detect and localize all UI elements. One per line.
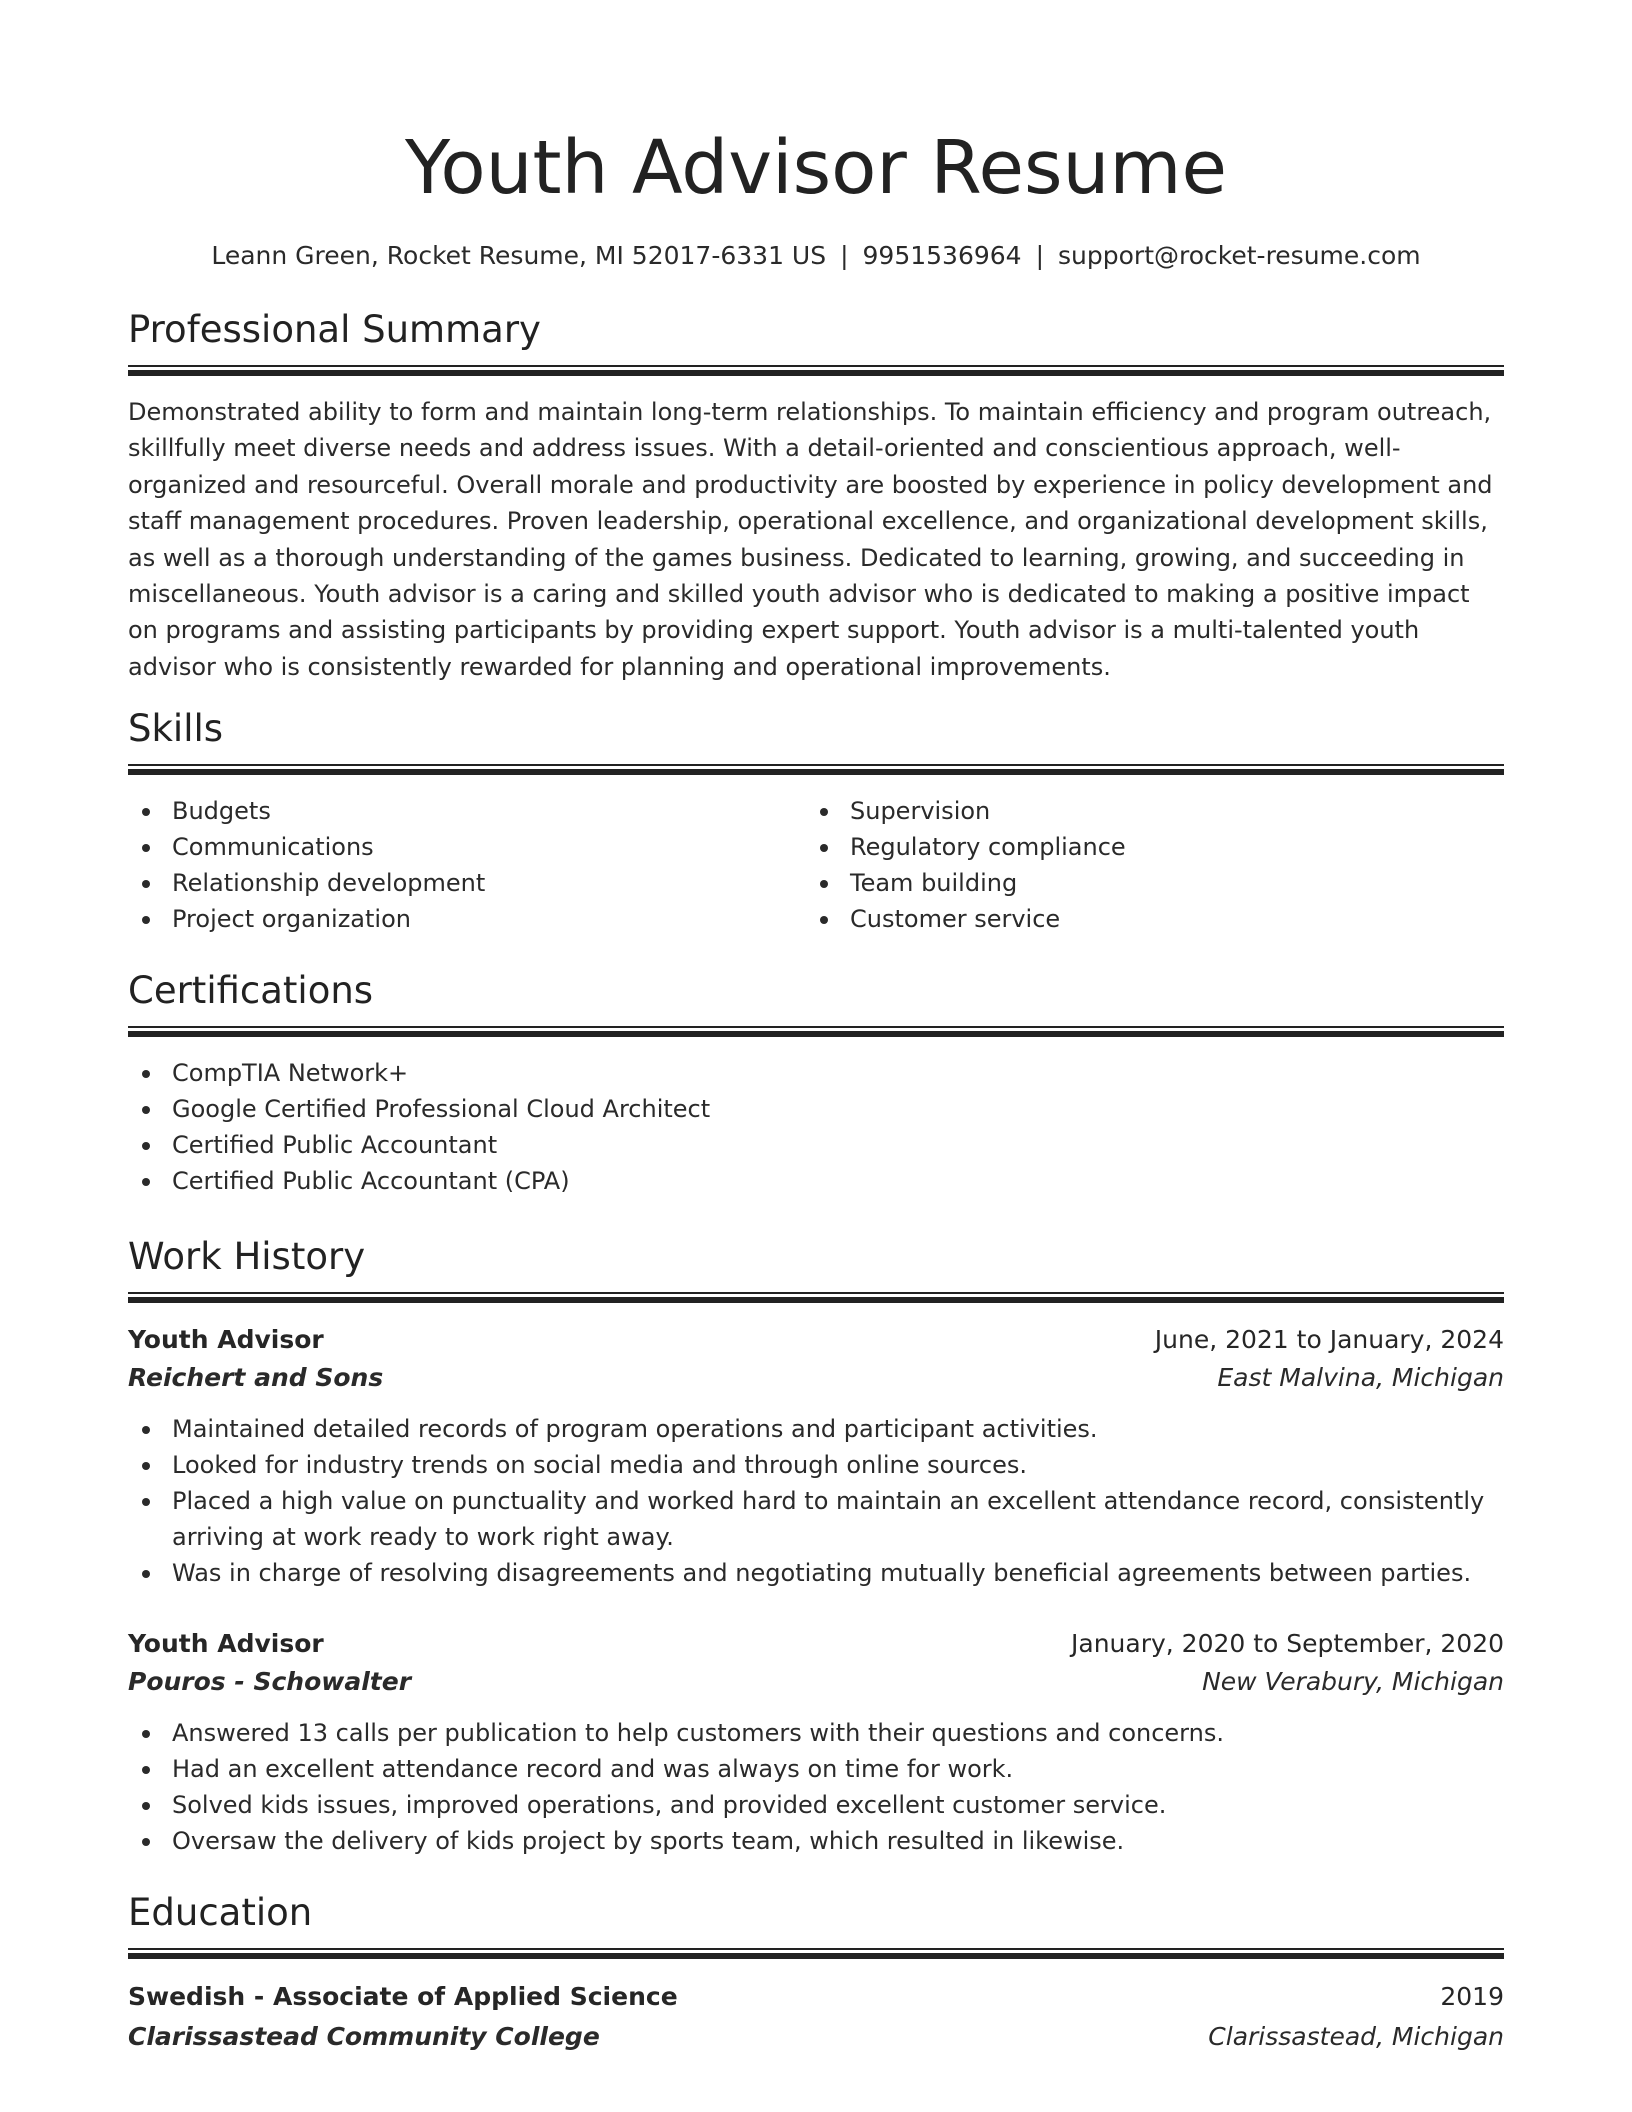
job-company-row (128, 1663, 1504, 1701)
section-divider (128, 1026, 1504, 1037)
certification-item: Google Certified Professional Cloud Architect (128, 1091, 1504, 1127)
job-duties-list (128, 1715, 1504, 1859)
job-location: New Verabury, Michigan (1202, 1667, 1504, 1697)
job-entry (128, 1625, 1504, 1859)
job-dates: January, 2020 to September, 2020 (1071, 1629, 1504, 1659)
skills-column-right (806, 793, 1484, 937)
education-school: Clarissastead Community College (128, 2022, 600, 2052)
skills-column-left (128, 793, 806, 937)
job-duty: Oversaw the delivery of kids project by sports team, which resulted in likewise. (128, 1823, 1504, 1859)
contact-line (128, 240, 1504, 272)
professional-summary-section (128, 306, 1504, 685)
job-company: Pouros - Schowalter (128, 1667, 412, 1697)
skill-item: Relationship development (128, 865, 806, 901)
contact-address: Leann Green, Rocket Resume, MI 52017-6331 US (211, 241, 827, 270)
section-divider (128, 1948, 1504, 1959)
section-heading: Skills (128, 707, 224, 751)
contact-separator: | (840, 241, 849, 270)
section-heading: Certifications (128, 969, 374, 1013)
section-divider (128, 1292, 1504, 1303)
job-header-row (128, 1625, 1504, 1663)
job-company-row (128, 1359, 1504, 1397)
summary-text: Demonstrated ability to form and maintain long-term relationships. To maintain efficiency and program outreach, skillfully meet diverse needs and address issues. With a detail-oriented and conscientious approach, well-organized and resourceful. Overall morale and productivity are boosted by experience in policy development and staff management procedures. Proven leadership, operational excellence, and organizational development skills, as well as a thorough understanding of the games business. Dedicated to learning, growing, and succeeding in miscellaneous. Youth advisor is a caring and skilled youth advisor who is dedicated to making a positive impact on programs and assisting participants by providing expert support. Youth advisor is a multi-talented youth advisor who is consistently rewarded for planning and operational improvements. (128, 398, 1493, 681)
certification-item: CompTIA Network+ (128, 1055, 1504, 1091)
section-heading: Education (128, 1891, 313, 1935)
job-entry (128, 1321, 1504, 1591)
skills-grid (128, 793, 1504, 937)
skills-section (128, 705, 1504, 937)
job-duty: Maintained detailed records of program operations and participant activities. (128, 1411, 1504, 1447)
job-title: Youth Advisor (128, 1629, 324, 1659)
section-divider (128, 764, 1504, 775)
certifications-section (128, 967, 1504, 1199)
resume-page (128, 0, 1504, 2057)
contact-phone: 9951536964 (862, 241, 1022, 270)
skill-item: Supervision (806, 793, 1484, 829)
education-degree: Swedish - Associate of Applied Science (128, 1982, 678, 2012)
skill-item: Communications (128, 829, 806, 865)
job-duty: Solved kids issues, improved operations, and provided excellent customer service. (128, 1787, 1504, 1823)
job-duty: Looked for industry trends on social media and through online sources. (128, 1447, 1504, 1483)
job-company: Reichert and Sons (128, 1363, 384, 1393)
education-degree-row (128, 1977, 1504, 2017)
job-dates: June, 2021 to January, 2024 (1154, 1325, 1504, 1355)
resume-title: Youth Advisor Resume (404, 125, 1228, 211)
job-duty: Answered 13 calls per publication to help customers with their questions and concerns. (128, 1715, 1504, 1751)
skill-item: Project organization (128, 901, 806, 937)
skill-item: Customer service (806, 901, 1484, 937)
education-section (128, 1889, 1504, 2057)
education-entry (128, 1977, 1504, 2057)
education-year: 2019 (1440, 1982, 1504, 2012)
job-duty: Placed a high value on punctuality and worked hard to maintain an excellent attendance record, consistently arriving at work ready to work right away. (128, 1483, 1504, 1555)
skill-item: Team building (806, 865, 1484, 901)
job-duty: Had an excellent attendance record and was always on time for work. (128, 1751, 1504, 1787)
job-duty: Was in charge of resolving disagreements and negotiating mutually beneficial agreements between parties. (128, 1555, 1504, 1591)
work-history-section (128, 1233, 1504, 1859)
education-school-row (128, 2017, 1504, 2057)
job-location: East Malvina, Michigan (1217, 1363, 1504, 1393)
job-header-row (128, 1321, 1504, 1359)
section-heading: Professional Summary (128, 308, 541, 351)
certification-item: Certified Public Accountant (128, 1127, 1504, 1163)
contact-email[interactable]: support@rocket-resume.com (1058, 241, 1421, 270)
certifications-list (128, 1055, 1504, 1199)
section-divider (128, 365, 1504, 376)
job-duties-list (128, 1411, 1504, 1591)
certification-item: Certified Public Accountant (CPA) (128, 1163, 1504, 1199)
education-location: Clarissastead, Michigan (1208, 2022, 1504, 2052)
skill-item: Budgets (128, 793, 806, 829)
skill-item: Regulatory compliance (806, 829, 1484, 865)
contact-separator: | (1035, 241, 1045, 270)
section-heading: Work History (128, 1235, 366, 1279)
job-title: Youth Advisor (128, 1325, 324, 1355)
